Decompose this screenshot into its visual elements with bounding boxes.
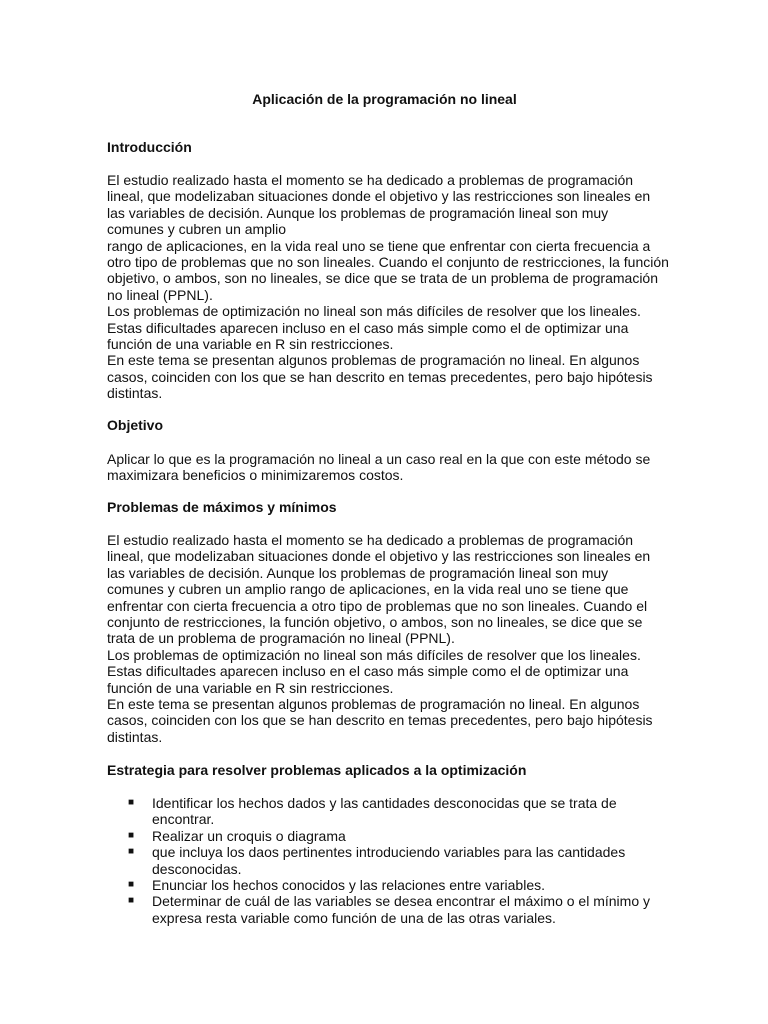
heading-estrategia: Estrategia para resolver problemas aplicados a la optimización	[107, 762, 527, 778]
text-line: conjunto de restricciones, la función objetivo, o ambos, son no lineales, se dice que se	[107, 614, 643, 631]
text-line: comunes y cubren un amplio	[107, 221, 286, 238]
text-line: comunes y cubren un amplio rango de aplicaciones, en la vida real uno se tiene que	[107, 581, 629, 598]
text-line: otro tipo de problemas que no son lineales. Cuando el conjunto de restricciones, la función	[107, 254, 669, 271]
text-line: En este tema se presentan algunos problemas de programación no lineal. En algunos	[107, 352, 640, 369]
text-line: El estudio realizado hasta el momento se ha dedicado a problemas de programación	[107, 172, 634, 188]
text-line: distintas.	[107, 385, 163, 402]
text-line: Identificar los hechos dados y las cantidades desconocidas que se trata de	[152, 795, 617, 811]
square-bullet-icon: ■	[128, 895, 135, 907]
paragraph-objetivo	[107, 451, 667, 484]
square-bullet-icon: ■	[128, 879, 135, 891]
list-item	[107, 828, 667, 844]
text-line: las variables de decisión. Aunque los problemas de programación lineal son muy	[107, 204, 609, 221]
text-line: lineal, que modelizaban situaciones donde el objetivo y las restricciones son lineales en	[107, 188, 651, 205]
text-line: Estas dificultades aparecen incluso en el caso más simple como el de optimizar una	[107, 663, 629, 680]
list-item	[107, 877, 667, 893]
text-line: El estudio realizado hasta el momento se ha dedicado a problemas de programación	[107, 532, 634, 548]
text-line: las variables de decisión. Aunque los problemas de programación lineal son muy	[107, 564, 609, 581]
text-line: función de una variable en R sin restricciones.	[107, 679, 394, 696]
text-line: maximizara beneficios o minimizaremos costos.	[107, 467, 404, 484]
paragraph-introduccion	[107, 172, 667, 402]
text-line: Los problemas de optimización no lineal son más difíciles de resolver que los lineales.	[107, 646, 641, 663]
text-line: desconocidas.	[152, 860, 242, 877]
strategy-list	[107, 795, 667, 926]
heading-objetivo: Objetivo	[107, 417, 164, 433]
text-line: Realizar un croquis o diagrama	[152, 827, 346, 844]
text-line: Enunciar los hechos conocidos y las relaciones entre variables.	[152, 877, 545, 894]
heading-introduccion: Introducción	[107, 139, 192, 155]
text-line: En este tema se presentan algunos problemas de programación no lineal. En algunos	[107, 696, 640, 713]
list-item	[107, 893, 667, 926]
text-line: Los problemas de optimización no lineal son más difíciles de resolver que los lineales.	[107, 303, 641, 320]
text-line: Determinar de cuál de las variables se desea encontrar el máximo o el mínimo y	[152, 893, 651, 910]
text-line: encontrar.	[152, 811, 215, 828]
text-line: casos, coinciden con los que se han descrito en temas precedentes, pero bajo hipótesis	[107, 368, 653, 385]
text-line: trata de un problema de programación no lineal (PPNL).	[107, 630, 455, 647]
square-bullet-icon: ■	[128, 829, 135, 841]
text-line: expresa resta variable como función de una de las otras variales.	[152, 909, 556, 926]
text-line: función de una variable en R sin restricciones.	[107, 336, 394, 353]
text-line: enfrentar con cierta frecuencia a otro tipo de problemas que no son lineales. Cuando el	[107, 597, 648, 614]
list-item	[107, 844, 667, 877]
list-item	[107, 795, 667, 828]
text-line: no lineal (PPNL).	[107, 286, 213, 303]
paragraph-maximos-minimos	[107, 532, 667, 745]
text-line: Aplicar lo que es la programación no lineal a un caso real en la que con este método se	[107, 451, 651, 467]
document-title: Aplicación de la programación no lineal	[252, 91, 517, 107]
text-line: objetivo, o ambos, son no lineales, se dice que se trata de un problema de programación	[107, 270, 659, 287]
text-line: que incluya los daos pertinentes introduciendo variables para las cantidades	[152, 844, 626, 861]
text-line: casos, coinciden con los que se han descrito en temas precedentes, pero bajo hipótesis	[107, 712, 653, 729]
text-line: lineal, que modelizaban situaciones donde el objetivo y las restricciones son lineales en	[107, 548, 651, 565]
square-bullet-icon: ■	[128, 797, 135, 808]
text-line: rango de aplicaciones, en la vida real uno se tiene que enfrentar con cierta frecuencia a	[107, 237, 651, 254]
text-line: distintas.	[107, 728, 163, 745]
heading-maximos-minimos: Problemas de máximos y mínimos	[107, 499, 337, 515]
square-bullet-icon: ■	[128, 846, 135, 858]
text-line: Estas dificultades aparecen incluso en el caso más simple como el de optimizar una	[107, 319, 629, 336]
